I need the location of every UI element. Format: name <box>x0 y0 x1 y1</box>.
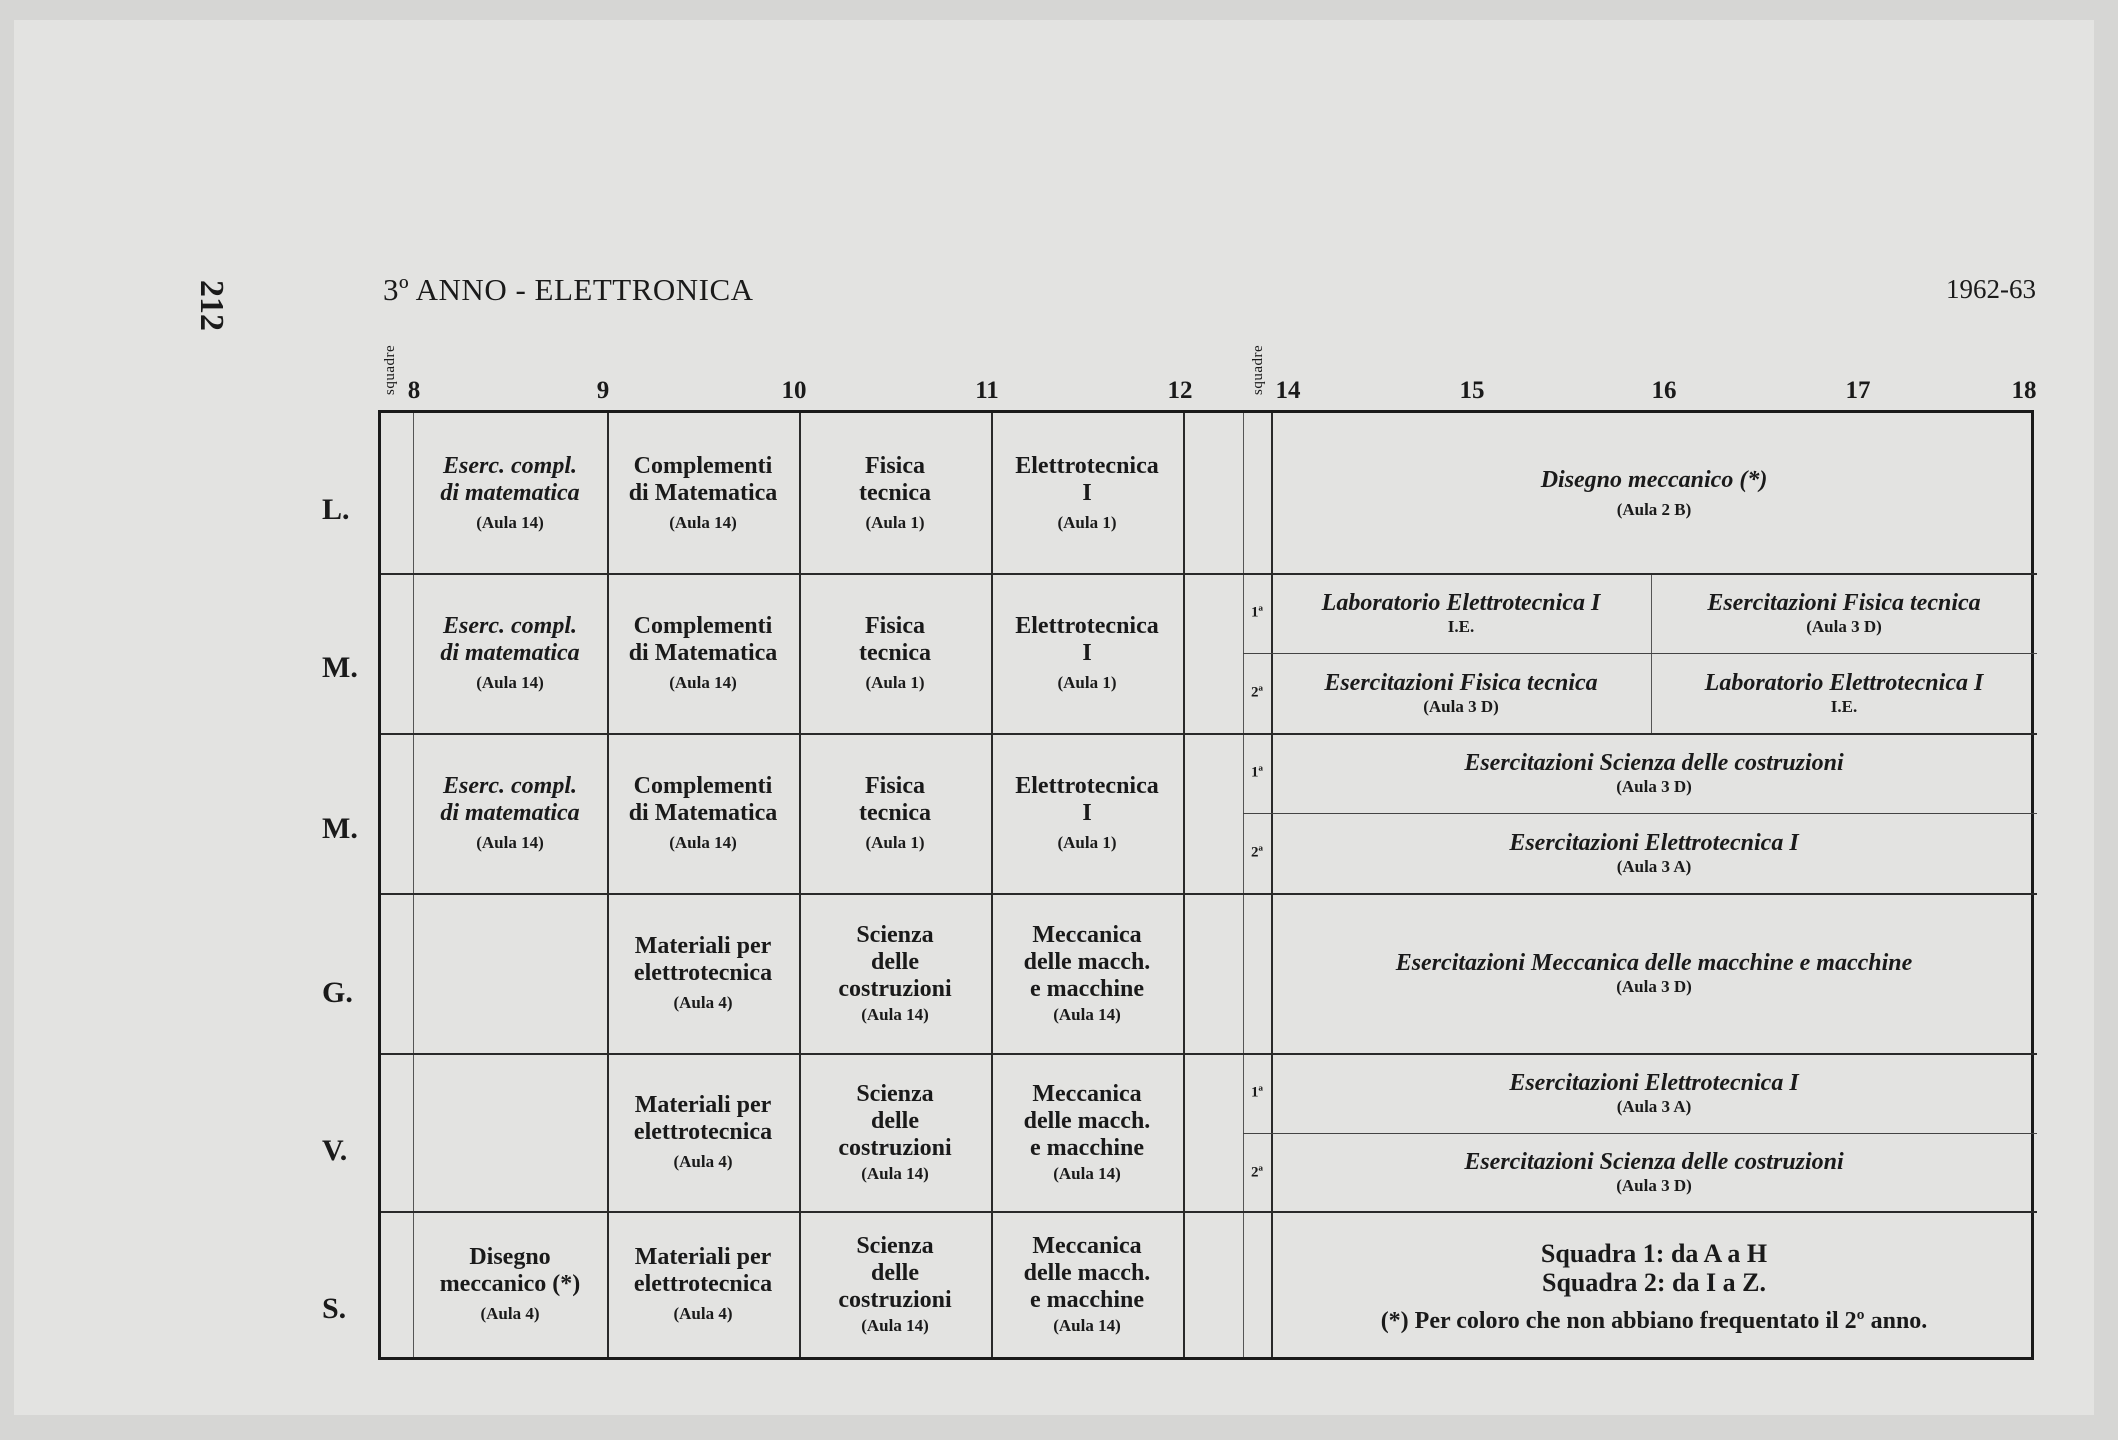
cell-complementi-matematica <box>607 413 799 573</box>
subject-line: costruzioni <box>838 975 952 1002</box>
subject-line: Laboratorio Elettrotecnica I <box>1321 589 1601 616</box>
team-mark: 2ª <box>1251 844 1263 861</box>
room-label: (Aula 14) <box>1053 1004 1121 1024</box>
team-mark: 1ª <box>1251 1084 1263 1101</box>
cell-eserc-matematica <box>413 413 607 573</box>
room-label: (Aula 2 B) <box>1616 499 1692 519</box>
subject-line: delle macch. <box>1023 1259 1151 1286</box>
subject-line: Complementi <box>633 453 773 479</box>
subject-line: delle macch. <box>1023 948 1151 975</box>
cell-fisica-tecnica <box>799 573 991 733</box>
subject-line: Elettrotecnica <box>1015 613 1159 639</box>
subject-line: Esercitazioni Scienza delle costruzioni <box>1464 749 1844 776</box>
subject-line: Materiali per <box>634 1244 772 1270</box>
hour-label: 16 <box>1651 377 1677 404</box>
page-number: 212 <box>193 280 230 331</box>
column-divider <box>1243 413 1244 1357</box>
subject-line: di Matematica <box>628 800 778 826</box>
room-label: (Aula 1) <box>865 513 925 532</box>
room-label: (Aula 3 D) <box>1423 696 1499 716</box>
subject-line: Fisica <box>865 773 925 799</box>
day-label-mercoledi: M. <box>322 812 358 845</box>
cell-disegno-meccanico <box>413 1211 607 1357</box>
cell-fisica-tecnica <box>799 413 991 573</box>
room-label: (Aula 14) <box>861 1163 929 1183</box>
subject-line: Disegno meccanico (*) <box>1540 466 1768 493</box>
hour-label: 12 <box>1167 377 1193 404</box>
hour-label: 17 <box>1845 377 1871 404</box>
day-label-giovedi: G. <box>322 976 353 1009</box>
cell-complementi-matematica <box>607 573 799 733</box>
room-label: (Aula 3 D) <box>1806 616 1882 636</box>
subject-line: di matematica <box>440 800 580 826</box>
cell-es-elettrotecnica <box>1271 1053 2037 1133</box>
subject-line: tecnica <box>859 480 931 506</box>
room-label: (Aula 14) <box>476 833 544 852</box>
academic-year: 1962-63 <box>1946 274 2036 304</box>
cell-meccanica-macchine <box>991 1211 1183 1357</box>
subject-line: Meccanica <box>1032 921 1142 948</box>
room-label: (Aula 1) <box>865 673 925 692</box>
subject-line: Materiali per <box>634 1092 772 1118</box>
hour-label: 8 <box>407 377 421 404</box>
room-label: (Aula 14) <box>476 513 544 532</box>
subject-line: elettrotecnica <box>633 1119 773 1145</box>
subject-line: Scienza <box>856 1080 934 1107</box>
subject-line: Fisica <box>865 453 925 479</box>
cell-scienza-costruzioni <box>799 1211 991 1357</box>
subject-line: I <box>1082 480 1092 506</box>
subject-line: Scienza <box>856 921 934 948</box>
subject-line: delle <box>871 1259 919 1286</box>
cell-elettrotecnica <box>991 413 1183 573</box>
team-mark: 1ª <box>1251 604 1263 621</box>
cell-fisica-tecnica <box>799 733 991 893</box>
room-label: (Aula 14) <box>861 1315 929 1335</box>
subject-line: di matematica <box>440 640 580 666</box>
room-label: (Aula 14) <box>669 833 737 852</box>
cell-meccanica-macchine <box>991 1053 1183 1211</box>
subject-line: elettrotecnica <box>633 1271 773 1297</box>
room-label: (Aula 3 A) <box>1616 1096 1692 1116</box>
subject-line: delle macch. <box>1023 1107 1151 1134</box>
room-label: (Aula 14) <box>476 673 544 692</box>
cell-disegno-meccanico <box>1271 413 2037 573</box>
subject-line: I <box>1082 640 1092 666</box>
subject-line: e macchine <box>1030 975 1144 1002</box>
subject-line: di Matematica <box>628 480 778 506</box>
room-label: (Aula 1) <box>1057 513 1117 532</box>
cell-elettrotecnica <box>991 733 1183 893</box>
cell-lab-elettrotecnica <box>1651 653 2037 733</box>
column-divider <box>1183 413 1185 1357</box>
room-label: (Aula 1) <box>865 833 925 852</box>
subject-line: tecnica <box>859 640 931 666</box>
subject-line: costruzioni <box>838 1286 952 1313</box>
room-label: (Aula 3 D) <box>1616 776 1692 796</box>
day-label-sabato: S. <box>322 1292 347 1325</box>
subject-line: e macchine <box>1030 1286 1144 1313</box>
subject-line: delle <box>871 1107 919 1134</box>
hour-label: 10 <box>781 377 807 404</box>
subject-line: Laboratorio Elettrotecnica I <box>1704 669 1984 696</box>
subject-line: Disegno <box>469 1244 551 1270</box>
subject-line: costruzioni <box>838 1134 952 1161</box>
room-label: I.E. <box>1830 696 1858 716</box>
day-label-lunedi: L. <box>322 493 350 526</box>
cell-eserc-matematica <box>413 573 607 733</box>
cell-es-elettrotecnica <box>1271 813 2037 893</box>
row-divider <box>1243 1211 2037 1213</box>
subject-line: I <box>1082 800 1092 826</box>
subject-line: Eserc. compl. <box>443 613 577 639</box>
team-mark: 2ª <box>1251 1164 1263 1181</box>
squadre-label-afternoon: squadre <box>1250 344 1266 395</box>
room-label: (Aula 14) <box>669 513 737 532</box>
day-label-venerdi: V. <box>322 1134 348 1167</box>
room-label: (Aula 3 D) <box>1616 976 1692 996</box>
subject-line: delle <box>871 948 919 975</box>
room-label: (Aula 4) <box>673 1152 733 1171</box>
team-mark: 1ª <box>1251 764 1263 781</box>
subject-line: Eserc. compl. <box>443 453 577 479</box>
cell-complementi-matematica <box>607 733 799 893</box>
cell-es-scienza-costruzioni <box>1271 1133 2037 1211</box>
hour-label: 9 <box>596 377 610 404</box>
subject-line: Scienza <box>856 1232 934 1259</box>
room-label: (Aula 3 D) <box>1616 1175 1692 1195</box>
hour-label: 11 <box>975 377 999 404</box>
cell-scienza-costruzioni <box>799 893 991 1053</box>
subject-line: Esercitazioni Scienza delle costruzioni <box>1464 1148 1844 1175</box>
subject-line: di matematica <box>440 480 580 506</box>
cell-materiali-elettrotecnica <box>607 1211 799 1357</box>
hour-label: 18 <box>2011 377 2037 404</box>
room-label: (Aula 1) <box>1057 673 1117 692</box>
cell-es-scienza-costruzioni <box>1271 733 2037 813</box>
subject-line: meccanico (*) <box>439 1271 581 1297</box>
room-label: (Aula 14) <box>1053 1163 1121 1183</box>
room-label: (Aula 14) <box>861 1004 929 1024</box>
timetable-grid <box>378 410 2034 1360</box>
squadre-label-morning: squadre <box>382 344 398 395</box>
subject-line: Elettrotecnica <box>1015 453 1159 479</box>
subject-line: Esercitazioni Fisica tecnica <box>1707 589 1981 616</box>
subject-line: Materiali per <box>634 933 772 959</box>
cell-lab-elettrotecnica <box>1271 573 1651 653</box>
room-label: (Aula 4) <box>673 1304 733 1323</box>
subject-line: Meccanica <box>1032 1080 1142 1107</box>
day-label-martedi: M. <box>322 651 358 684</box>
footnote: (*) Per coloro che non abbiano frequentato il 2º anno. <box>1380 1308 1928 1334</box>
cell-meccanica-macchine <box>991 893 1183 1053</box>
subject-line: Fisica <box>865 613 925 639</box>
cell-es-fisica-tecnica <box>1651 573 2037 653</box>
subject-line: e macchine <box>1030 1134 1144 1161</box>
room-label: (Aula 14) <box>669 673 737 692</box>
subject-line: Elettrotecnica <box>1015 773 1159 799</box>
subject-line: Complementi <box>633 613 773 639</box>
hour-label: 15 <box>1459 377 1485 404</box>
cell-eserc-matematica <box>413 733 607 893</box>
cell-materiali-elettrotecnica <box>607 1053 799 1211</box>
subject-line: Esercitazioni Elettrotecnica I <box>1509 1069 1799 1096</box>
subject-line: Esercitazioni Meccanica delle macchine e macchine <box>1395 949 1913 976</box>
subject-line: Esercitazioni Elettrotecnica I <box>1509 829 1799 856</box>
subject-line: Esercitazioni Fisica tecnica <box>1324 669 1598 696</box>
squadra-1-note: Squadra 1: da A a H <box>1540 1239 1768 1268</box>
room-label: (Aula 14) <box>1053 1315 1121 1335</box>
room-label: I.E. <box>1447 616 1475 636</box>
page-title: 3º ANNO - ELETTRONICA <box>383 272 754 307</box>
subject-line: Eserc. compl. <box>443 773 577 799</box>
subject-line: tecnica <box>859 800 931 826</box>
hour-label: 14 <box>1275 377 1301 404</box>
subject-line: elettrotecnica <box>633 960 773 986</box>
squadre-note <box>1271 1239 2037 1297</box>
room-label: (Aula 4) <box>480 1304 540 1323</box>
subject-line: Complementi <box>633 773 773 799</box>
subject-line: Meccanica <box>1032 1232 1142 1259</box>
room-label: (Aula 3 A) <box>1616 856 1692 876</box>
room-label: (Aula 4) <box>673 993 733 1012</box>
subject-line: di Matematica <box>628 640 778 666</box>
cell-es-fisica-tecnica <box>1271 653 1651 733</box>
room-label: (Aula 1) <box>1057 833 1117 852</box>
cell-scienza-costruzioni <box>799 1053 991 1211</box>
team-mark: 2ª <box>1251 684 1263 701</box>
cell-materiali-elettrotecnica <box>607 893 799 1053</box>
squadra-2-note: Squadra 2: da I a Z. <box>1542 1268 1766 1297</box>
cell-elettrotecnica <box>991 573 1183 733</box>
cell-es-meccanica-macchine <box>1271 893 2037 1053</box>
